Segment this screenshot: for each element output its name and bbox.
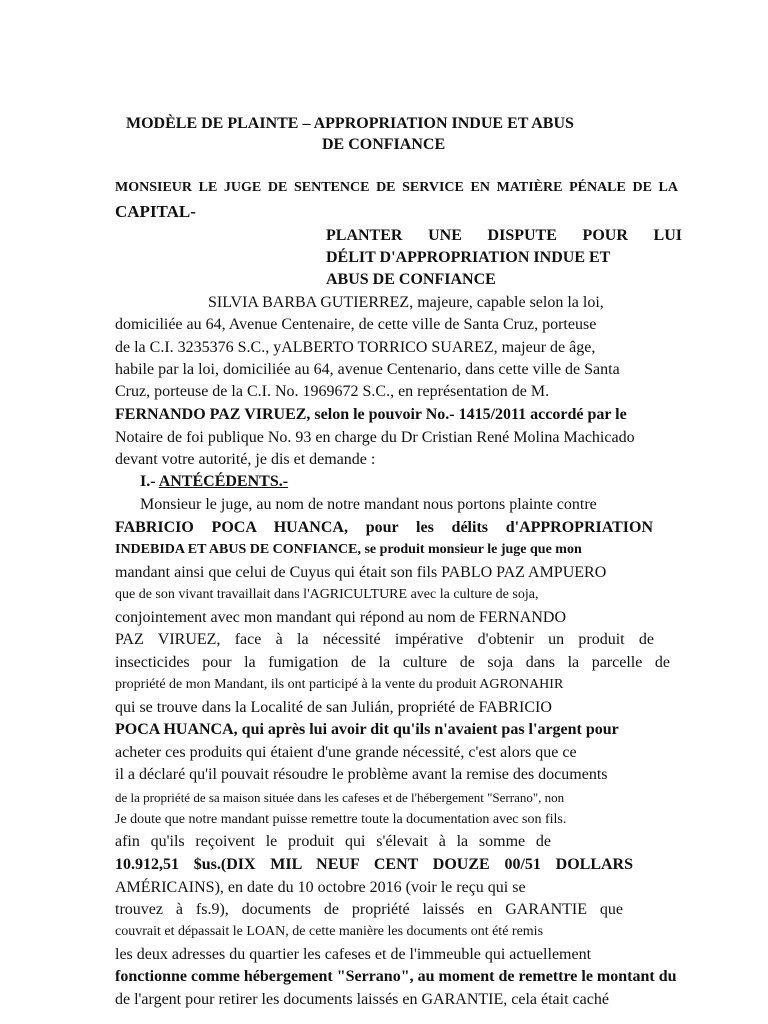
body-line-21: les deux adresses du quartier les cafeses et de l'immeuble qui actuellement [115, 946, 592, 963]
body-line-19: trouvez à fs.9), documents de propriété laissés en GARANTIE que [115, 901, 623, 918]
body-line-2: FABRICIO POCA HUANCA, pour les délits d'APPROPRIATION [115, 519, 653, 536]
subject-line-3: ABUS DE CONFIANCE [326, 271, 496, 288]
body-line-23: de l'argent pour retirer les documents laissés en GARANTIE, cela était caché [115, 991, 609, 1008]
body-line-16: afin qu'ils reçoivent le produit qui s'élevait à la somme de [115, 833, 551, 850]
addressee-line-2: CAPITAL- [115, 202, 196, 221]
document-title-line-2: DE CONFIANCE [322, 136, 446, 153]
document-title-line-1: MODÈLE DE PLAINTE – APPROPRIATION INDUE ET ABUS [126, 115, 574, 132]
body-line-4: mandant ainsi que celui de Cuyus qui était son fils PABLO PAZ AMPUERO [115, 564, 607, 581]
body-line-7: PAZ VIRUEZ, face à la nécessité impérative d'obtenir un produit de [115, 631, 654, 648]
body-line-22: fonctionne comme hébergement "Serrano", au moment de remettre le montant du [115, 968, 677, 985]
body-line-11: POCA HUANCA, qui après lui avoir dit qu'ils n'avaient pas l'argent pour [115, 721, 619, 738]
intro-line-5: Cruz, porteuse de la C.I. No. 1969672 S.C., en représentation de M. [115, 383, 550, 400]
section-heading [140, 471, 340, 493]
intro-line-4: habile par la loi, domiciliée au 64, avenue Centenario, dans cette ville de Santa [115, 361, 620, 378]
body-line-13: il a déclaré qu'il pouvait résoudre le problème avant la remise des documents [115, 766, 608, 783]
body-line-18: AMÉRICAINS), en date du 10 octobre 2016 (voir le reçu qui se [115, 879, 526, 896]
body-line-3: INDEBIDA ET ABUS DE CONFIANCE, se produit monsieur le juge que mon [115, 542, 582, 557]
body-line-5: que de son vivant travaillait dans l'AGRICULTURE avec la culture de soja, [115, 587, 539, 602]
body-line-1: Monsieur le juge, au nom de notre mandant nous portons plainte contre [140, 496, 597, 513]
body-line-20: couvrait et dépassait le LOAN, de cette manière les documents ont été remis [115, 924, 544, 939]
section-title: ANTÉCÉDENTS.- [158, 473, 289, 490]
section-number: I.- [140, 473, 156, 490]
intro-line-7: Notaire de foi publique No. 93 en charge du Dr Cristian René Molina Machicado [115, 429, 635, 446]
body-line-15: Je doute que notre mandant puisse remettre toute la documentation avec son fils. [115, 812, 567, 827]
body-line-12: acheter ces produits qui étaient d'une grande nécessité, c'est alors que ce [115, 744, 577, 761]
intro-line-6: FERNANDO PAZ VIRUEZ, selon le pouvoir No.- 1415/2011 accordé par le [115, 406, 627, 423]
intro-line-8: devant votre autorité, je dis et demande : [115, 451, 376, 468]
intro-line-1: SILVIA BARBA GUTIERREZ, majeure, capable selon la loi, [208, 294, 604, 311]
body-line-6: conjointement avec mon mandant qui répond au nom de FERNANDO [115, 609, 567, 626]
body-line-8: insecticides pour la fumigation de la culture de soja dans la parcelle de [115, 654, 670, 671]
body-line-10: qui se trouve dans la Localité de san Julián, propriété de FABRICIO [115, 699, 552, 716]
subject-line-2: DÉLIT D'APPROPRIATION INDUE ET [326, 249, 611, 266]
intro-line-3: de la C.I. 3235376 S.C., yALBERTO TORRICO SUAREZ, majeur de âge, [115, 339, 596, 356]
body-line-14: de la propriété de sa maison située dans les cafeses et de l'hébergement "Serrano", non [115, 790, 565, 805]
intro-line-2: domiciliée au 64, Avenue Centenaire, de cette ville de Santa Cruz, porteuse [115, 316, 597, 333]
body-line-17: 10.912,51 $us.(DIX MIL NEUF CENT DOUZE 00/51 DOLLARS [115, 856, 633, 873]
addressee-line-1: MONSIEUR LE JUGE DE SENTENCE DE SERVICE EN MATIÈRE PÉNALE DE LA [115, 180, 678, 195]
body-line-9: propriété de mon Mandant, ils ont participé à la vente du produit AGRONAHIR [115, 677, 564, 692]
subject-line-1: PLANTER UNE DISPUTE POUR LUI [326, 227, 682, 244]
